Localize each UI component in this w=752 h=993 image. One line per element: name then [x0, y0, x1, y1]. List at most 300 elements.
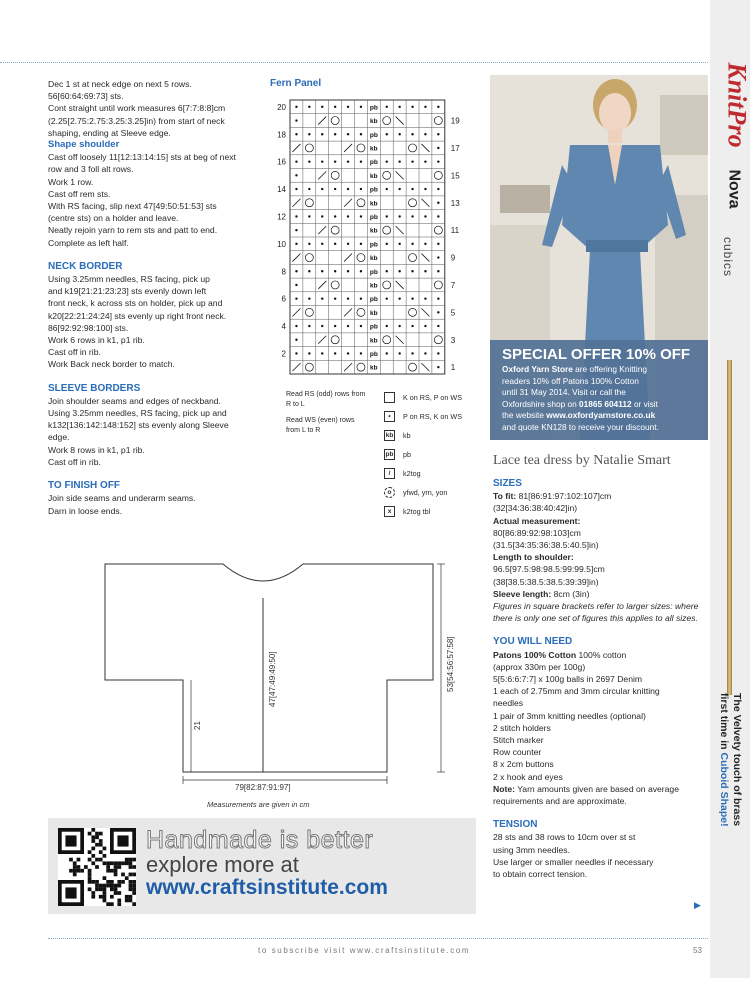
- purl-dot: [295, 229, 297, 231]
- chart-row-number: 14: [277, 185, 286, 195]
- purl-dot: [295, 160, 297, 162]
- offer-line: [502, 422, 702, 434]
- purl-dot: [424, 297, 426, 299]
- legend-symbol: •: [384, 411, 395, 422]
- chart-row-number: 10: [277, 239, 286, 249]
- shape-shoulder-title: Shape shoulder: [48, 139, 120, 151]
- chart-cell-label: kb: [370, 200, 378, 208]
- schematic-side-label: 53[54:56:57:58]: [446, 636, 455, 692]
- instruction-line: Using 3.25mm needles, RS facing, pick up and: [48, 408, 227, 419]
- purl-dot: [398, 352, 400, 354]
- instruction-line: With RS facing, slip next 47[49:50:51:53] sts: [48, 201, 217, 212]
- decrease-instructions: [48, 78, 273, 139]
- purl-dot: [437, 215, 439, 217]
- tension-line: using 3mm needles.: [493, 844, 570, 855]
- purl-dot: [334, 352, 336, 354]
- purl-dot: [424, 270, 426, 272]
- offer-text: Oxfordshire shop on: [502, 398, 580, 409]
- purl-dot: [321, 352, 323, 354]
- purl-dot: [411, 106, 413, 108]
- legend-label: kb: [403, 431, 411, 440]
- purl-dot: [321, 215, 323, 217]
- legend-item: [384, 392, 462, 403]
- purl-dot: [347, 325, 349, 327]
- purl-dot: [360, 215, 362, 217]
- instruction-line: Work 1 row.: [48, 176, 94, 187]
- purl-dot: [437, 243, 439, 245]
- purl-dot: [334, 160, 336, 162]
- length-inches: (38[38.5:38.5:38.5:39:39]in): [493, 576, 599, 587]
- purl-dot: [295, 188, 297, 190]
- banner-line-1: Handmade is better: [146, 826, 374, 854]
- purl-dot: [437, 352, 439, 354]
- legend-label: P on RS, K on WS: [403, 412, 462, 421]
- purl-dot: [321, 297, 323, 299]
- sizes-note: Figures in square brackets refer to larger sizes: where there is only one set of figures this applies to all sizes.: [493, 601, 699, 624]
- legend-label: k2tog: [403, 469, 421, 478]
- purl-dot: [295, 215, 297, 217]
- fit-inches: (32[34:36:38:40:42]in): [493, 503, 578, 514]
- offer-line: [502, 399, 702, 411]
- offer-line: [502, 387, 702, 399]
- purl-dot: [321, 160, 323, 162]
- legend-symbol: x: [384, 506, 395, 517]
- purl-dot: [437, 160, 439, 162]
- purl-dot: [308, 297, 310, 299]
- materials-line: Stitch marker: [493, 735, 544, 746]
- chart-title: Fern Panel: [270, 78, 322, 89]
- cubics-brand: cubics: [721, 236, 736, 278]
- you-will-need-title: YOU WILL NEED: [493, 636, 573, 648]
- purl-dot: [347, 270, 349, 272]
- actual-label: Actual measurement:: [493, 515, 581, 526]
- chart-cell-label: pb: [369, 131, 378, 139]
- purl-dot: [398, 215, 400, 217]
- purl-dot: [308, 215, 310, 217]
- sleeve-length-label: Sleeve length:: [493, 588, 552, 599]
- chart-cell-label: kb: [370, 364, 378, 372]
- instruction-line: k20[22:21:24:24] sts evenly up right front neck.: [48, 310, 227, 321]
- purl-dot: [437, 311, 439, 313]
- offer-store-name: Oxford Yarn Store: [502, 364, 573, 374]
- tension-line: Use larger or smaller needles if necessary: [493, 856, 654, 867]
- chart-cell-label: pb: [369, 186, 378, 194]
- purl-dot: [360, 297, 362, 299]
- purl-dot: [347, 106, 349, 108]
- purl-dot: [424, 325, 426, 327]
- materials-line: (approx 330m per 100g): [493, 661, 586, 672]
- purl-dot: [295, 325, 297, 327]
- materials-line: 5[5:6:6:7:7] x 100g balls in 2697 Denim: [493, 674, 643, 685]
- note-label: Note:: [493, 783, 515, 794]
- instruction-line: k132[136:142:148:152] sts evenly along Sleeve: [48, 420, 229, 431]
- chart-row-number: 2: [281, 349, 286, 359]
- purl-dot: [321, 325, 323, 327]
- offer-text: are offering Knitting: [572, 364, 647, 374]
- instruction-line: Cast off rem sts.: [48, 188, 111, 199]
- neck-border-instructions: [48, 273, 273, 371]
- purl-dot: [295, 119, 297, 121]
- instruction-line: edge.: [48, 432, 70, 443]
- instruction-line: row and 3 foll alt rows.: [48, 164, 134, 175]
- chart-row-number: 6: [281, 294, 286, 304]
- chart-cell-label: kb: [370, 282, 378, 290]
- instruction-line: 86[92:92:98:100] sts.: [48, 322, 129, 333]
- offer-text: until 31 May 2014. Visit or call the: [502, 387, 626, 398]
- chart-cell-label: pb: [369, 350, 378, 358]
- instruction-line: (2.25[2.75:2.75:3.25:3.25]in) from start of neck: [48, 115, 225, 126]
- chart-cell-label: kb: [370, 172, 378, 180]
- purl-dot: [386, 188, 388, 190]
- purl-dot: [424, 160, 426, 162]
- legend-label: k2tog tbl: [403, 507, 431, 516]
- purl-dot: [386, 325, 388, 327]
- schematic-sleeve-label: 21: [193, 721, 202, 730]
- instruction-line: Complete as left half.: [48, 237, 129, 248]
- purl-dot: [398, 325, 400, 327]
- length-label: Length to shoulder:: [493, 552, 574, 563]
- sizes-title: SIZES: [493, 478, 522, 489]
- purl-dot: [360, 270, 362, 272]
- instruction-line: Darn in loose ends.: [48, 505, 123, 516]
- sleeve-borders-instructions: [48, 395, 273, 468]
- footer-rule: [48, 938, 708, 939]
- legend-item: [384, 411, 462, 422]
- next-page-arrow-icon[interactable]: ▶: [694, 900, 701, 910]
- purl-dot: [424, 133, 426, 135]
- purl-dot: [437, 297, 439, 299]
- purl-dot: [398, 160, 400, 162]
- fit-value: 81[86:91:97:102:107]cm: [516, 491, 612, 502]
- instruction-line: (centre sts) on a holder and leave.: [48, 213, 179, 224]
- chart-row-number: 5: [450, 308, 456, 318]
- sleeve-length-value: 8cm (3in): [551, 588, 590, 599]
- purl-dot: [347, 188, 349, 190]
- chart-row-number: 1: [450, 363, 456, 373]
- purl-dot: [308, 133, 310, 135]
- materials-line: 1 each of 2.75mm and 3mm circular knitting: [493, 686, 660, 697]
- instruction-line: front neck, k across sts on holder, pick up and: [48, 298, 223, 309]
- instruction-line: Work 8 rows in k1, p1 rib.: [48, 444, 145, 455]
- purl-dot: [386, 106, 388, 108]
- purl-dot: [411, 215, 413, 217]
- purl-dot: [295, 133, 297, 135]
- tension-line: to obtain correct tension.: [493, 869, 588, 880]
- purl-dot: [411, 352, 413, 354]
- special-offer-box: [490, 340, 708, 440]
- tagline-highlight: Cuboid Shape!: [718, 752, 730, 827]
- offer-text: the website: [502, 410, 547, 421]
- chart-cell-label: kb: [370, 337, 378, 345]
- chart-row-number: 3: [450, 335, 456, 345]
- purl-dot: [437, 325, 439, 327]
- legend-item: [384, 487, 447, 498]
- purl-dot: [437, 147, 439, 149]
- purl-dot: [308, 325, 310, 327]
- nova-brand: Nova: [725, 169, 743, 209]
- purl-dot: [334, 325, 336, 327]
- garment-schematic: [95, 552, 455, 792]
- actual-inches: (31.5[34:35:36:38.5:40.5]in): [493, 540, 599, 551]
- purl-dot: [411, 188, 413, 190]
- chart-cell-label: kb: [370, 227, 378, 235]
- purl-dot: [424, 106, 426, 108]
- chart-row-number: 12: [277, 212, 286, 222]
- purl-dot: [308, 352, 310, 354]
- left-column: [48, 78, 273, 517]
- tension-line: 28 sts and 38 rows to 10cm over st st: [493, 832, 636, 843]
- instruction-line: Work Back neck border to match.: [48, 359, 175, 370]
- purl-dot: [360, 188, 362, 190]
- purl-dot: [308, 160, 310, 162]
- page-number: 53: [693, 946, 702, 955]
- offer-line: [502, 410, 702, 422]
- tagline-line-2: first time in: [718, 693, 730, 753]
- purl-dot: [347, 352, 349, 354]
- purl-dot: [347, 297, 349, 299]
- top-rule: [0, 62, 708, 63]
- yarn-fibre: 100% cotton: [576, 649, 627, 660]
- materials-line: 2 stitch holders: [493, 722, 551, 733]
- chart-cell-label: pb: [369, 104, 378, 112]
- purl-dot: [334, 297, 336, 299]
- chart-row-number: 18: [277, 130, 286, 140]
- legend-symbol: o: [384, 487, 395, 498]
- instruction-line: Cast off loosely 11[12:13:14:15] sts at beg of next: [48, 152, 236, 163]
- length-value: 96.5[97.5:98:98.5:99:99.5]cm: [493, 564, 605, 575]
- purl-dot: [321, 243, 323, 245]
- chart-row-number: 9: [450, 253, 456, 263]
- offer-text: and quote KN128 to receive your discount.: [502, 421, 659, 432]
- finish-off-title: TO FINISH OFF: [48, 480, 121, 492]
- chart-row-number: 15: [450, 171, 460, 181]
- purl-dot: [398, 270, 400, 272]
- schematic-width-label: 79[82:87:91:97]: [235, 783, 291, 792]
- purl-dot: [398, 243, 400, 245]
- purl-dot: [386, 243, 388, 245]
- chart-cell-label: pb: [369, 268, 378, 276]
- offer-website-link[interactable]: www.oxfordyarnstore.co.uk: [546, 410, 656, 421]
- purl-dot: [398, 133, 400, 135]
- banner-website-link[interactable]: www.craftsinstitute.com: [146, 876, 388, 899]
- purl-dot: [437, 188, 439, 190]
- banner-line-2: explore more at: [146, 852, 299, 877]
- chart-cell-label: kb: [370, 145, 378, 153]
- offer-text: or visit: [631, 398, 658, 409]
- purl-dot: [321, 188, 323, 190]
- schematic-center-label: 47[47:49:49:50]: [268, 651, 277, 707]
- purl-dot: [386, 297, 388, 299]
- purl-dot: [386, 352, 388, 354]
- shape-shoulder-instructions: [48, 151, 273, 249]
- purl-dot: [424, 188, 426, 190]
- fern-panel-chart: [266, 98, 466, 380]
- purl-dot: [424, 352, 426, 354]
- tagline-line-1: The Velvety touch of brass: [731, 693, 743, 827]
- legend-item: [384, 506, 430, 517]
- instruction-line: Join side seams and underarm seams.: [48, 493, 196, 504]
- purl-dot: [386, 270, 388, 272]
- purl-dot: [347, 160, 349, 162]
- side-tagline: [717, 693, 743, 993]
- purl-dot: [437, 256, 439, 258]
- chart-row-number: 13: [450, 198, 460, 208]
- materials-line: 1 pair of 3mm knitting needles (optional): [493, 710, 646, 721]
- purl-dot: [411, 133, 413, 135]
- purl-dot: [360, 106, 362, 108]
- instruction-line: shaping, ending at Sleeve edge.: [48, 127, 171, 138]
- chart-cell-label: pb: [369, 296, 378, 304]
- chart-row-number: 4: [281, 322, 286, 332]
- purl-dot: [437, 270, 439, 272]
- chart-row-number: 11: [450, 226, 460, 236]
- actual-value: 80[86:89:92:98:103]cm: [493, 527, 581, 538]
- purl-dot: [334, 270, 336, 272]
- purl-dot: [386, 215, 388, 217]
- legend-read-ws: Read WS (even) rows from L to R: [286, 417, 355, 434]
- footer-subscribe-text: to subscribe visit www.craftsinstitute.com: [258, 946, 471, 955]
- purl-dot: [424, 215, 426, 217]
- legend-label: K on RS, P on WS: [403, 393, 462, 402]
- purl-dot: [295, 284, 297, 286]
- purl-dot: [411, 270, 413, 272]
- schematic-caption: Measurements are given in cm: [207, 800, 310, 809]
- purl-dot: [347, 215, 349, 217]
- instruction-line: Cont straight until work measures 6[7:7:8:8]cm: [48, 103, 226, 114]
- instruction-line: Neatly rejoin yarn to rem sts and patt to end.: [48, 225, 218, 236]
- finish-off-instructions: [48, 492, 273, 516]
- purl-dot: [308, 106, 310, 108]
- purl-dot: [321, 270, 323, 272]
- instruction-line: Work 6 rows in k1, p1 rib.: [48, 335, 145, 346]
- chart-cell-label: pb: [369, 323, 378, 331]
- purl-dot: [334, 188, 336, 190]
- purl-dot: [386, 133, 388, 135]
- materials-line: 8 x 2cm buttons: [493, 759, 554, 770]
- instruction-line: 56[60:64:69:73] sts.: [48, 91, 124, 102]
- offer-body: [502, 364, 702, 434]
- purl-dot: [398, 297, 400, 299]
- purl-dot: [437, 202, 439, 204]
- knitpro-logo: KnitPro: [722, 62, 752, 148]
- purl-dot: [308, 243, 310, 245]
- yarn-name: Patons 100% Cotton: [493, 649, 577, 660]
- purl-dot: [295, 270, 297, 272]
- purl-dot: [295, 106, 297, 108]
- legend-symbol: /: [384, 468, 395, 479]
- purl-dot: [295, 339, 297, 341]
- purl-dot: [411, 297, 413, 299]
- purl-dot: [360, 243, 362, 245]
- chart-cell-label: pb: [369, 213, 378, 221]
- chart-row-number: 7: [450, 280, 456, 290]
- legend-label: pb: [403, 450, 411, 459]
- chart-row-number: 20: [277, 102, 286, 112]
- legend-read-rs: Read RS (odd) rows from R to L: [286, 391, 366, 408]
- purl-dot: [295, 297, 297, 299]
- purl-dot: [334, 133, 336, 135]
- purl-dot: [295, 174, 297, 176]
- purl-dot: [386, 160, 388, 162]
- purl-dot: [398, 106, 400, 108]
- offer-line: [502, 364, 702, 376]
- fit-label: To fit:: [493, 491, 517, 502]
- legend-symbol: kb: [385, 432, 394, 439]
- purl-dot: [347, 133, 349, 135]
- purl-dot: [360, 325, 362, 327]
- chart-cell-label: kb: [370, 118, 378, 126]
- chart-cell-label: kb: [370, 309, 378, 317]
- purl-dot: [411, 325, 413, 327]
- offer-line: [502, 376, 702, 388]
- purl-dot: [334, 243, 336, 245]
- legend-item: [384, 430, 411, 441]
- legend-symbol: pb: [385, 451, 394, 458]
- instruction-line: Join shoulder seams and edges of neckband.: [48, 395, 221, 406]
- materials-line: needles: [493, 698, 524, 709]
- purl-dot: [411, 243, 413, 245]
- chart-cell-label: pb: [369, 159, 378, 167]
- instruction-line: Using 3.25mm needles, RS facing, pick up: [48, 274, 210, 285]
- purl-dot: [321, 106, 323, 108]
- purl-dot: [437, 133, 439, 135]
- materials-list: [493, 661, 708, 783]
- tension-title: TENSION: [493, 819, 538, 831]
- purl-dot: [308, 270, 310, 272]
- materials-line: Row counter: [493, 747, 542, 758]
- offer-text: readers 10% off Patons 100% Cotton: [502, 375, 639, 386]
- offer-phone[interactable]: 01865 604112: [579, 398, 632, 409]
- chart-cell-label: kb: [370, 255, 378, 263]
- purl-dot: [321, 133, 323, 135]
- purl-dot: [360, 160, 362, 162]
- knitting-needle-icon: [727, 360, 732, 695]
- chart-cell-label: pb: [369, 241, 378, 249]
- purl-dot: [334, 215, 336, 217]
- note-text: Yarn amounts given are based on average requirements and are approximate.: [493, 783, 679, 807]
- purl-dot: [398, 188, 400, 190]
- chart-row-number: 17: [450, 143, 460, 153]
- instruction-line: and k19[21:21:23:23] sts evenly down left: [48, 286, 207, 297]
- purl-dot: [411, 160, 413, 162]
- purl-dot: [347, 243, 349, 245]
- legend-item: [384, 449, 411, 460]
- purl-dot: [360, 352, 362, 354]
- legend-symbol: [384, 392, 395, 403]
- materials-line: 2 x hook and eyes: [493, 771, 563, 782]
- qr-code[interactable]: [58, 828, 136, 906]
- purl-dot: [295, 352, 297, 354]
- offer-title: SPECIAL OFFER 10% OFF: [502, 346, 691, 363]
- purl-dot: [437, 106, 439, 108]
- chart-row-number: 16: [277, 157, 286, 167]
- neck-border-title: NECK BORDER: [48, 260, 123, 272]
- instruction-line: Dec 1 st at neck edge on next 5 rows.: [48, 79, 192, 89]
- right-column: [493, 478, 708, 880]
- instruction-line: Cast off in rib.: [48, 456, 101, 467]
- purl-dot: [308, 188, 310, 190]
- tension-instructions: [493, 831, 708, 880]
- chart-row-number: 8: [281, 267, 286, 277]
- purl-dot: [295, 243, 297, 245]
- sleeve-borders-title: SLEEVE BORDERS: [48, 382, 141, 394]
- purl-dot: [360, 133, 362, 135]
- legend-item: [384, 468, 421, 479]
- chart-row-number: 19: [450, 116, 460, 126]
- instruction-line: Cast off in rib.: [48, 347, 101, 358]
- purl-dot: [424, 243, 426, 245]
- pattern-title: Lace tea dress by Natalie Smart: [493, 453, 671, 468]
